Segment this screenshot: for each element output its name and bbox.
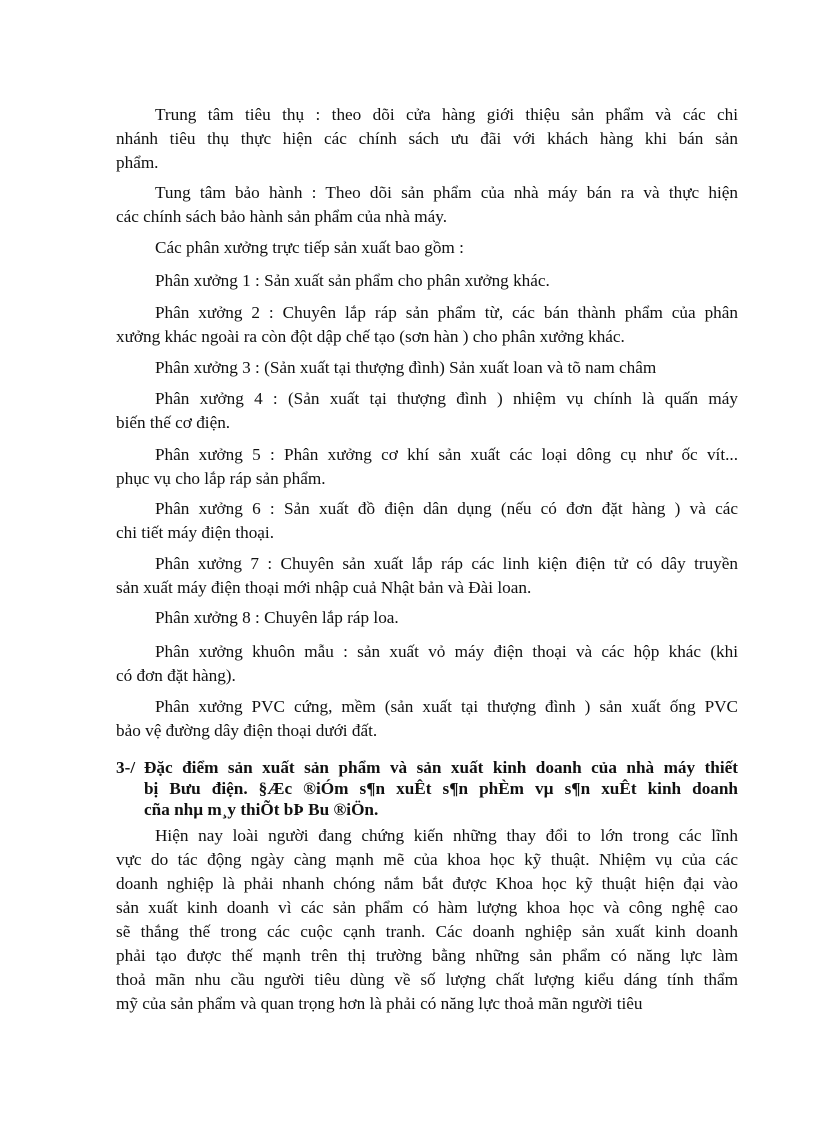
heading-text: Đặc điểm sản xuất sản phẩm và sản xuất kinh doanh của nhà máy thiết (144, 758, 738, 777)
text-line: Phân xưởng 8 : Chuyên lắp ráp loa. (155, 608, 399, 627)
heading-line (116, 757, 738, 778)
text-line: Phân xưởng khuôn mẫu : sản xuất vỏ máy điện thoại và các hộp khác (khi (155, 642, 738, 661)
paragraph-workshop-5 (116, 443, 738, 491)
text-line: Phân xưởng 1 : Sản xuất sản phẩm cho phân xưởng khác. (155, 271, 550, 290)
paragraph-workshops-intro (116, 236, 738, 260)
text-line: Hiện nay loài người đang chứng kiến những thay đổi to lớn trong các lĩnh (155, 826, 738, 845)
text-line: vực do tác động ngày càng mạnh mẽ của khoa học kỹ thuật. Nhiệm vụ của các (116, 850, 738, 869)
text-line: sẽ thắng thế trong các cuộc cạnh tranh. Các doanh nghiệp sản xuất kinh doanh (116, 922, 738, 941)
paragraph-workshop-7 (116, 552, 738, 600)
paragraph-workshop-4 (116, 387, 738, 435)
text-line: Tung tâm bảo hành : Theo dõi sản phẩm của nhà máy bán ra và thực hiện (155, 183, 738, 202)
text-line: Phân xưởng 2 : Chuyên lắp ráp sản phẩm từ, các bán thành phẩm của phân (155, 303, 738, 322)
heading-line: bị Bưu điện. §Æc ®iÓm s¶n xuÊt s¶n phÈm vµ s¶n xuÊt kinh doanh (144, 779, 738, 798)
section-number: 3-/ (116, 758, 136, 777)
text-line: các chính sách bảo hành sản phẩm của nhà máy. (116, 207, 448, 226)
text-line: Phân xưởng 6 : Sản xuất đồ điện dân dụng (nếu có đơn đặt hàng ) và các (155, 499, 738, 518)
text-line: biến thế cơ điện. (116, 413, 231, 432)
paragraph-workshop-1 (116, 269, 738, 293)
text-line: mỹ của sản phẩm và quan trọng hơn là phải có năng lực thoả mãn người tiêu (116, 994, 643, 1013)
text-line: có đơn đặt hàng). (116, 666, 236, 685)
paragraph-workshop-8 (116, 606, 738, 630)
paragraph-mold-workshop (116, 640, 738, 688)
paragraph-workshop-6 (116, 497, 738, 545)
heading-line: cña nhµ m¸y thiÕt bÞ Bu ®iÖn. (144, 800, 379, 819)
text-line: phục vụ cho lắp ráp sản phẩm. (116, 469, 326, 488)
section-heading (116, 757, 738, 820)
paragraph-workshop-2 (116, 301, 738, 349)
paragraph-workshop-3 (116, 356, 738, 380)
text-line: nhánh tiêu thụ thực hiện các chính sách ưu đãi với khách hàng khi bán sản (116, 129, 738, 148)
text-line: chi tiết máy điện thoại. (116, 523, 274, 542)
paragraph-pvc-workshop (116, 695, 738, 743)
text-line: sản xuất kinh doanh vì các sản phẩm có hàm lượng khoa học và công nghệ cao (116, 898, 738, 917)
paragraph-sales-center (116, 103, 738, 175)
text-line: phải tạo được thế mạnh trên thị trường bằng những sản phẩm có năng lực làm (116, 946, 738, 965)
text-line: Phân xưởng 5 : Phân xưởng cơ khí sản xuất các loại dông cụ như ốc vít... (155, 445, 738, 464)
text-line: Các phân xưởng trực tiếp sản xuất bao gồm : (155, 238, 464, 257)
text-line: thoả mãn nhu cầu người tiêu dùng về số lượng chất lượng kiểu dáng tính thẩm (116, 970, 738, 989)
text-line: xưởng khác ngoài ra còn đột dập chế tạo (sơn hàn ) cho phân xưởng khác. (116, 327, 625, 346)
text-line: sản xuất máy điện thoại mới nhập cuả Nhật bản và Đài loan. (116, 578, 532, 597)
text-line: Phân xưởng 4 : (Sản xuất tại thượng đình ) nhiệm vụ chính là quấn máy (155, 389, 738, 408)
text-line: bảo vệ đường dây điện thoại dưới đất. (116, 721, 378, 740)
text-line: Phân xưởng 7 : Chuyên sản xuất lắp ráp các linh kiện điện tử có dây truyền (155, 554, 738, 573)
text-line: Phân xưởng 3 : (Sản xuất tại thượng đình) Sản xuất loan và tõ nam châm (155, 358, 657, 377)
text-line: doanh nghiệp là phải nhanh chóng nắm bắt được Khoa học kỹ thuật hiện đại vào (116, 874, 738, 893)
paragraph-body (116, 824, 738, 1016)
paragraph-warranty-center (116, 181, 738, 229)
text-line: Trung tâm tiêu thụ : theo dõi cửa hàng giới thiệu sản phẩm và các chi (155, 105, 738, 124)
text-line: Phân xưởng PVC cứng, mềm (sản xuất tại thượng đình ) sản xuất ống PVC (155, 697, 738, 716)
text-line: phẩm. (116, 153, 159, 172)
